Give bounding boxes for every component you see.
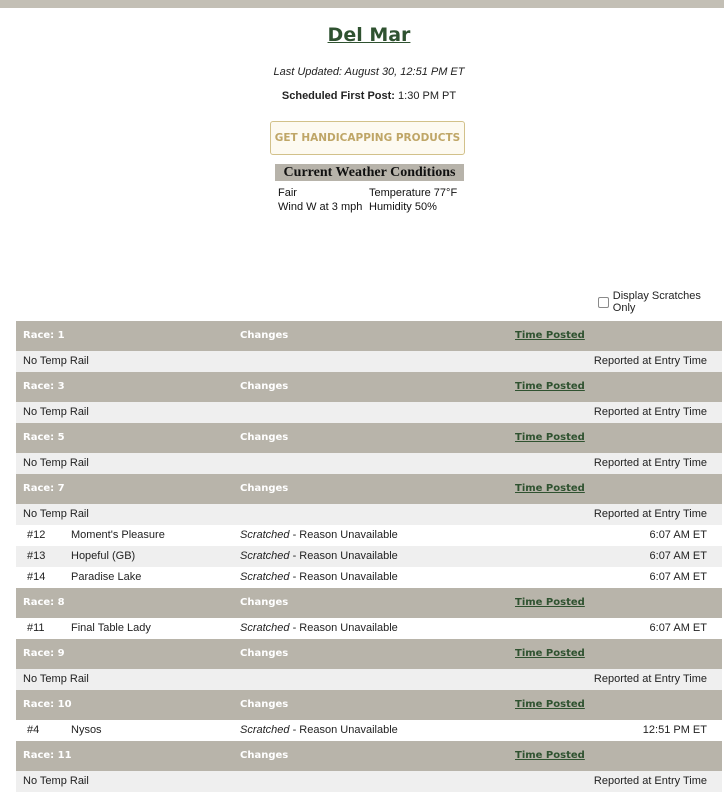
top-bar [0,0,724,8]
changes-column-header: Changes [240,597,289,608]
scratch-row [16,567,722,588]
program-number: #14 [27,571,46,583]
change-description [240,622,398,634]
horse-name: Moment's Pleasure [71,529,165,541]
change-description [240,724,398,736]
rail-status: No Temp Rail [23,406,89,418]
reported-time: Reported at Entry Time [593,355,707,367]
time-posted-link[interactable]: Time Posted [515,330,585,341]
change-time: 12:51 PM ET [642,724,707,736]
horse-name: Final Table Lady [71,622,151,634]
rail-row [16,453,722,474]
scratch-row [16,525,722,546]
change-time: 6:07 AM ET [649,529,707,541]
reported-time: Reported at Entry Time [593,673,707,685]
rail-row [16,402,722,423]
weather-wind: Wind W at 3 mph [278,201,363,213]
scratch-status: Scratched [240,571,290,583]
race-header-row [16,639,722,669]
scratch-reason: - Reason Unavailable [289,724,398,736]
horse-name: Paradise Lake [71,571,142,583]
page-title[interactable]: Del Mar [327,24,411,46]
horse-name: Hopeful (GB) [71,550,136,562]
time-posted-link[interactable]: Time Posted [515,699,585,710]
changes-column-header: Changes [240,648,289,659]
changes-table [16,321,722,792]
race-header-row [16,690,722,720]
time-posted-link[interactable]: Time Posted [515,750,585,761]
reported-time: Reported at Entry Time [593,775,707,787]
race-number: Race: 10 [23,699,72,710]
rail-status: No Temp Rail [23,457,89,469]
horse-name: Nysos [71,724,102,736]
race-header-row [16,372,722,402]
race-number: Race: 5 [23,432,65,443]
scratch-status: Scratched [240,622,290,634]
display-scratches-label: Display Scratches Only [612,290,701,314]
program-number: #13 [27,550,46,562]
race-header-row [16,741,722,771]
changes-column-header: Changes [240,750,289,761]
change-description [240,550,398,562]
weather-temperature: Temperature 77°F [369,187,458,199]
scratch-reason: - Reason Unavailable [289,571,398,583]
scratch-row [16,618,722,639]
program-number: #4 [27,724,40,736]
reported-time: Reported at Entry Time [593,406,707,418]
race-number: Race: 9 [23,648,65,659]
weather-heading: Current Weather Conditions [275,164,464,181]
rail-row [16,669,722,690]
scratch-row [16,720,722,741]
scratch-reason: - Reason Unavailable [289,622,398,634]
race-number: Race: 8 [23,597,65,608]
time-posted-link[interactable]: Time Posted [515,648,585,659]
race-number: Race: 1 [23,330,65,341]
program-number: #11 [27,622,45,634]
scratch-row [16,546,722,567]
changes-column-header: Changes [240,699,289,710]
changes-column-header: Changes [240,432,289,443]
display-scratches-checkbox[interactable] [598,297,609,308]
display-scratches-toggle[interactable] [598,290,724,314]
rail-status: No Temp Rail [23,673,89,685]
last-updated: Last Updated: August 30, 12:51 PM ET [273,66,465,78]
reported-time: Reported at Entry Time [593,508,707,520]
scheduled-first-post [0,90,724,102]
time-posted-link[interactable]: Time Posted [515,381,585,392]
changes-column-header: Changes [240,330,289,341]
rail-status: No Temp Rail [23,775,89,787]
race-number: Race: 3 [23,381,65,392]
rail-status: No Temp Rail [23,508,89,520]
time-posted-link[interactable]: Time Posted [515,432,585,443]
change-time: 6:07 AM ET [649,622,707,634]
scratch-reason: - Reason Unavailable [289,550,398,562]
changes-column-header: Changes [240,381,289,392]
race-number: Race: 11 [23,750,72,761]
rail-status: No Temp Rail [23,355,89,367]
race-header-row [16,588,722,618]
race-header-row [16,423,722,453]
time-posted-link[interactable]: Time Posted [515,483,585,494]
change-description [240,529,398,541]
rail-row [16,771,722,792]
race-header-row [16,474,722,504]
scratch-status: Scratched [240,529,290,541]
rail-row [16,504,722,525]
first-post-value: 1:30 PM PT [398,90,457,102]
changes-column-header: Changes [240,483,289,494]
first-post-label: Scheduled First Post: [281,90,395,102]
race-number: Race: 7 [23,483,65,494]
scratch-status: Scratched [240,550,290,562]
race-header-row [16,321,722,351]
time-posted-link[interactable]: Time Posted [515,597,585,608]
get-handicapping-products-button[interactable]: GET HANDICAPPING PRODUCTS [270,121,465,155]
reported-time: Reported at Entry Time [593,457,707,469]
program-number: #12 [27,529,46,541]
rail-row [16,351,722,372]
weather-condition: Fair [278,187,297,199]
change-time: 6:07 AM ET [649,550,707,562]
weather-humidity: Humidity 50% [369,201,437,213]
scratch-reason: - Reason Unavailable [289,529,398,541]
change-description [240,571,398,583]
scratch-status: Scratched [240,724,290,736]
change-time: 6:07 AM ET [649,571,707,583]
